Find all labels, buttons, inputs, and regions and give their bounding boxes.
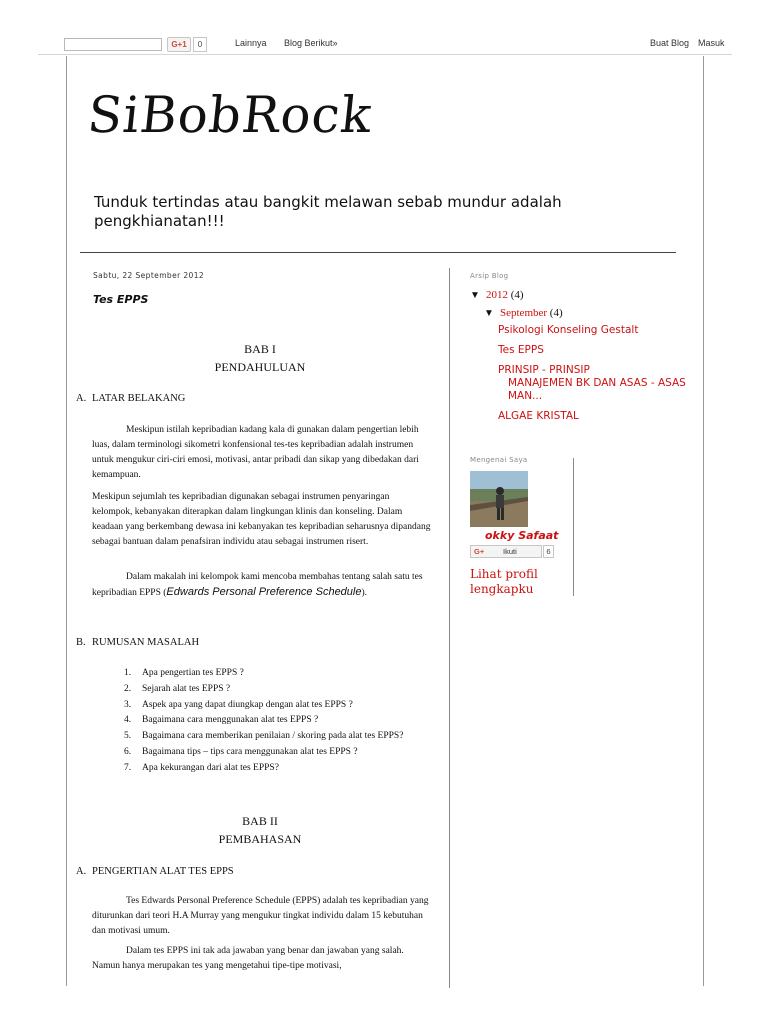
epps-full-name: Edwards Personal Preference Schedule xyxy=(166,586,362,598)
paragraph-3: Dalam makalah ini kelompok kami mencoba membahas tentang salah satu tes kepribadian EPPS (Edwards Personal Preference Schedule). xyxy=(92,572,423,598)
list-item: 2. Sejarah alat tes EPPS ? xyxy=(124,683,231,694)
archive-post-link[interactable]: ALGAE KRISTAL xyxy=(498,410,579,422)
archive-post-link[interactable]: Psikologi Konseling Gestalt xyxy=(498,324,639,336)
list-item: 7. Apa kekurangan dari alat tes EPPS? xyxy=(124,762,279,773)
archive-post-link[interactable]: PRINSIP - PRINSIP MANAJEMEN BK DAN ASAS - ASAS MAN... xyxy=(498,364,686,402)
section-letter: A. xyxy=(76,393,87,404)
list-item: 6. Bagaimana tips – tips cara menggunakan alat tes EPPS ? xyxy=(124,746,358,757)
list-item: 3. Aspek apa yang dapat diungkap dengan alat tes EPPS ? xyxy=(124,699,353,710)
navbar-divider xyxy=(38,54,732,55)
archive-month-september[interactable] xyxy=(484,307,563,319)
profile-photo[interactable] xyxy=(470,471,528,527)
next-blog-link[interactable]: Blog Berikut» xyxy=(284,38,338,48)
page-frame-left xyxy=(66,56,67,986)
paragraph-4: Tes Edwards Personal Preference Schedule (EPPS) adalah tes kepribadian yang diturunkan dari teori H.A Murray yang mengukur tingkat individu dalam 15 kebutuhan dan motivasi umum. xyxy=(92,896,429,936)
archive-month-count: (4) xyxy=(549,307,563,319)
navbar-search-input[interactable] xyxy=(64,38,162,51)
gplus-count: 0 xyxy=(193,37,207,52)
archive-post-list xyxy=(498,324,698,430)
gplus-button[interactable]: G+1 xyxy=(167,37,191,52)
section-heading-rumusan xyxy=(76,636,199,650)
collapse-toggle-icon[interactable]: ▼ xyxy=(470,290,480,301)
paragraph-2: Meskipun sejumlah tes kepribadian digunakan sebagai instrumen penyaringan kelompok, kebanyakan diterapkan dalam lingkungan klinis dan konseling. Dalam keadaan yang berkembang dewasa ini kebanyakan tes kepribadian seharusnya dipandang sebagai bantuan dalam penafsiran individu atau sebagai instrumen risert. xyxy=(92,492,431,547)
list-item: 4. Bagaimana cara menggunakan alat tes EPPS ? xyxy=(124,715,319,726)
archive-heading: Arsip Blog xyxy=(470,272,509,280)
follow-button[interactable]: G+ Ikuti xyxy=(470,545,542,558)
bab2-title: PEMBAHASAN xyxy=(218,832,302,846)
section-title: LATAR BELAKANG xyxy=(92,393,186,404)
blogger-navbar xyxy=(0,34,768,56)
bab1-title: PENDAHULUAN xyxy=(214,360,306,374)
list-item: 1. Apa pengertian tes EPPS ? xyxy=(124,668,244,678)
bab2-heading: BAB II xyxy=(242,814,278,828)
column-divider xyxy=(449,268,450,988)
post-title[interactable]: Tes EPPS xyxy=(93,293,149,306)
section-letter: B. xyxy=(76,637,86,648)
archive-year-2012[interactable] xyxy=(470,289,524,301)
create-blog-link[interactable]: Buat Blog xyxy=(650,38,690,48)
paragraph-1: Meskipun istilah kepribadian kadang kala di gunakan dalam pengertian lebih luas, dalam terminologi sikometri konfensional tes-tes kepribadian adalah instrumen untuk mengukur ciri-ciri emosi, motivasi, antar pribadi dan sikap yang dibedakan dari kemampuan. xyxy=(92,425,419,480)
profile-divider xyxy=(573,458,574,596)
view-profile-link[interactable]: Lihat profil lengkapku xyxy=(470,567,538,596)
header-divider xyxy=(80,252,676,253)
archive-post-link[interactable]: Tes EPPS xyxy=(498,344,544,356)
more-link[interactable]: Lainnya xyxy=(235,38,267,48)
archive-year-link[interactable]: 2012 xyxy=(486,289,508,301)
bab1-heading: BAB I xyxy=(244,342,276,356)
list-item: 5. Bagaimana cara memberikan penilaian / skoring pada alat tes EPPS? xyxy=(124,731,404,742)
about-heading: Mengenai Saya xyxy=(470,456,528,464)
blog-title[interactable]: SiBobRock xyxy=(84,86,376,144)
question-list xyxy=(124,666,424,777)
archive-month-link[interactable]: September xyxy=(500,307,548,319)
archive-year-count: (4) xyxy=(510,289,524,301)
page-frame-right xyxy=(703,56,704,986)
post-date: Sabtu, 22 September 2012 xyxy=(93,271,205,280)
gplus-icon: G+ xyxy=(474,547,485,556)
profile-photo-image xyxy=(470,471,528,527)
section-title: RUMUSAN MASALAH xyxy=(92,637,200,648)
blog-description: Tunduk tertindas atau bangkit melawan sebab mundur adalah pengkhianatan!!! xyxy=(94,193,562,230)
section-title: PENGERTIAN ALAT TES EPPS xyxy=(92,866,234,877)
section-heading-pengertian xyxy=(76,865,234,879)
section-letter: A. xyxy=(76,866,87,877)
follower-count: 6 xyxy=(543,545,554,558)
section-heading-latar xyxy=(76,392,185,406)
collapse-toggle-icon[interactable]: ▼ xyxy=(484,308,494,319)
sign-in-link[interactable]: Masuk xyxy=(698,38,725,48)
paragraph-5: Dalam tes EPPS ini tak ada jawaban yang benar dan jawaban yang salah. Namun hanya merupakan tes yang mengetahui tipe-tipe motivasi, xyxy=(92,946,404,971)
profile-name[interactable]: okky Safaat xyxy=(485,529,559,542)
